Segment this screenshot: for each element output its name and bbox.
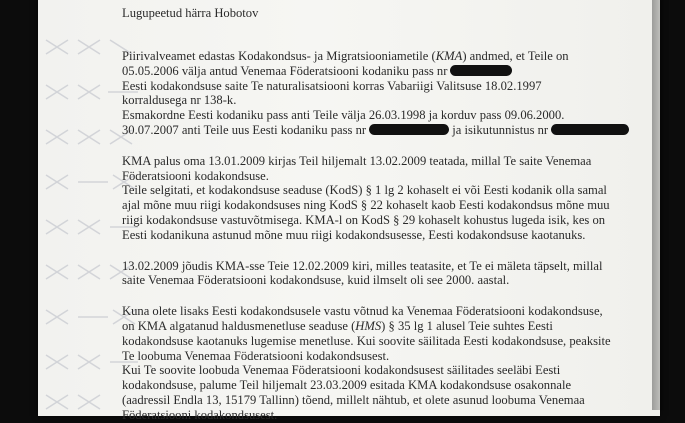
page-edge-shadow [652, 0, 672, 410]
p1-line-1: Piirivalveamet edastas Kodakondsus- ja Migratsiooniametile (KMA) andmed, et Teile on [122, 49, 569, 63]
p4-line: kodakondsuse kaotanuks lugemise menetluse. Kui soovite säilitada Eesti kodakondsuse, peaksite [122, 333, 611, 348]
p4-line: on KMA algatanud haldusmenetluse seaduse (HMS) § 35 lg 1 alusel Teie suhtes Eesti [122, 318, 553, 333]
p4-line: Kuna olete lisaks Eesti kodakondsusele vastu võtnud ka Venemaa Föderatsiooni kodakondsuse, [122, 304, 603, 319]
p2-line: Teile selgitati, et kodakondsuse seaduse (KodS) § 1 lg 2 kohaselt ei või Eesti kodanik olla samal [122, 183, 607, 198]
p4-line: Kui Te soovite loobuda Venemaa Föderatsiooni kodakondsusest säilitades seeläbi Eesti [122, 363, 561, 378]
salutation: Lugupeetud härra Hobotov [122, 6, 259, 20]
p1-line-4: korraldusega nr 138-k. [122, 93, 237, 108]
p4-line: Föderatsiooni kodakondsusest. [122, 407, 278, 422]
p4-line: Te loobuma Venemaa Föderatsiooni kodakondsusest. [122, 348, 390, 363]
p2-line: ajal mõne muu riigi kodakondsuses ning KodS § 22 kohaselt kaob Eesti kodakondsus mõne muu [122, 198, 610, 213]
p3-line: 13.02.2009 jõudis KMA-sse Teie 12.02.2009 kiri, milles teatasite, et Te ei mäleta täpselt, millal [122, 258, 603, 273]
redaction-mark [369, 124, 449, 135]
p2-line: Eesti kodanikuna astunud mõne muu riigi kodakondsusesse, Eesti kodakondsuse kaotanuks. [122, 227, 586, 242]
p3-line: saite Venemaa Föderatsiooni kodakondsuse, kuid ilmselt oli see 2000. aastal. [122, 273, 510, 288]
p1-line-3: Eesti kodakondsuse saite Te naturalisatsiooni korras Vabariigi Valitsuse 18.02.1997 [122, 78, 542, 93]
p2-line: Föderatsiooni kodakondsuse. [122, 168, 269, 183]
paragraph-4 [122, 304, 652, 422]
p1-line-6: 30.07.2007 anti Teile uus Eesti kodaniku pass nr ja isikutunnistus nr [122, 123, 652, 138]
p2-line: KMA palus oma 13.01.2009 kirjas Teil hiljemalt 13.02.2009 teatada, millal Te saite Venemaa [122, 153, 592, 168]
redaction-mark [450, 65, 512, 76]
letter-body [122, 6, 652, 423]
paragraph-3 [122, 259, 652, 289]
paragraph-2 [122, 154, 652, 243]
p2-line: riigi kodakondsuse vastuvõtmisega. KMA-l on KodS § 29 kohaselt kohustus lugeda isik, kes on [122, 212, 606, 227]
p4-line: (aadressil Endla 13, 15179 Tallinn) tõend, millelt nähtub, et olete asunud loobuma Venemaa [122, 392, 585, 407]
p4-line: kodakondsuse, palume Teil hiljemalt 23.03.2009 esitada KMA kodakondsuse osakonnale [122, 378, 572, 393]
p1-line-5: Esmakordne Eesti kodaniku pass anti Teile välja 26.03.1998 ja korduv pass 09.06.2000. [122, 108, 565, 123]
redaction-mark [551, 124, 629, 135]
p1-line-2: 05.05.2006 välja antud Venemaa Föderatsiooni kodaniku pass nr [122, 64, 652, 79]
paragraph-1 [122, 49, 652, 138]
